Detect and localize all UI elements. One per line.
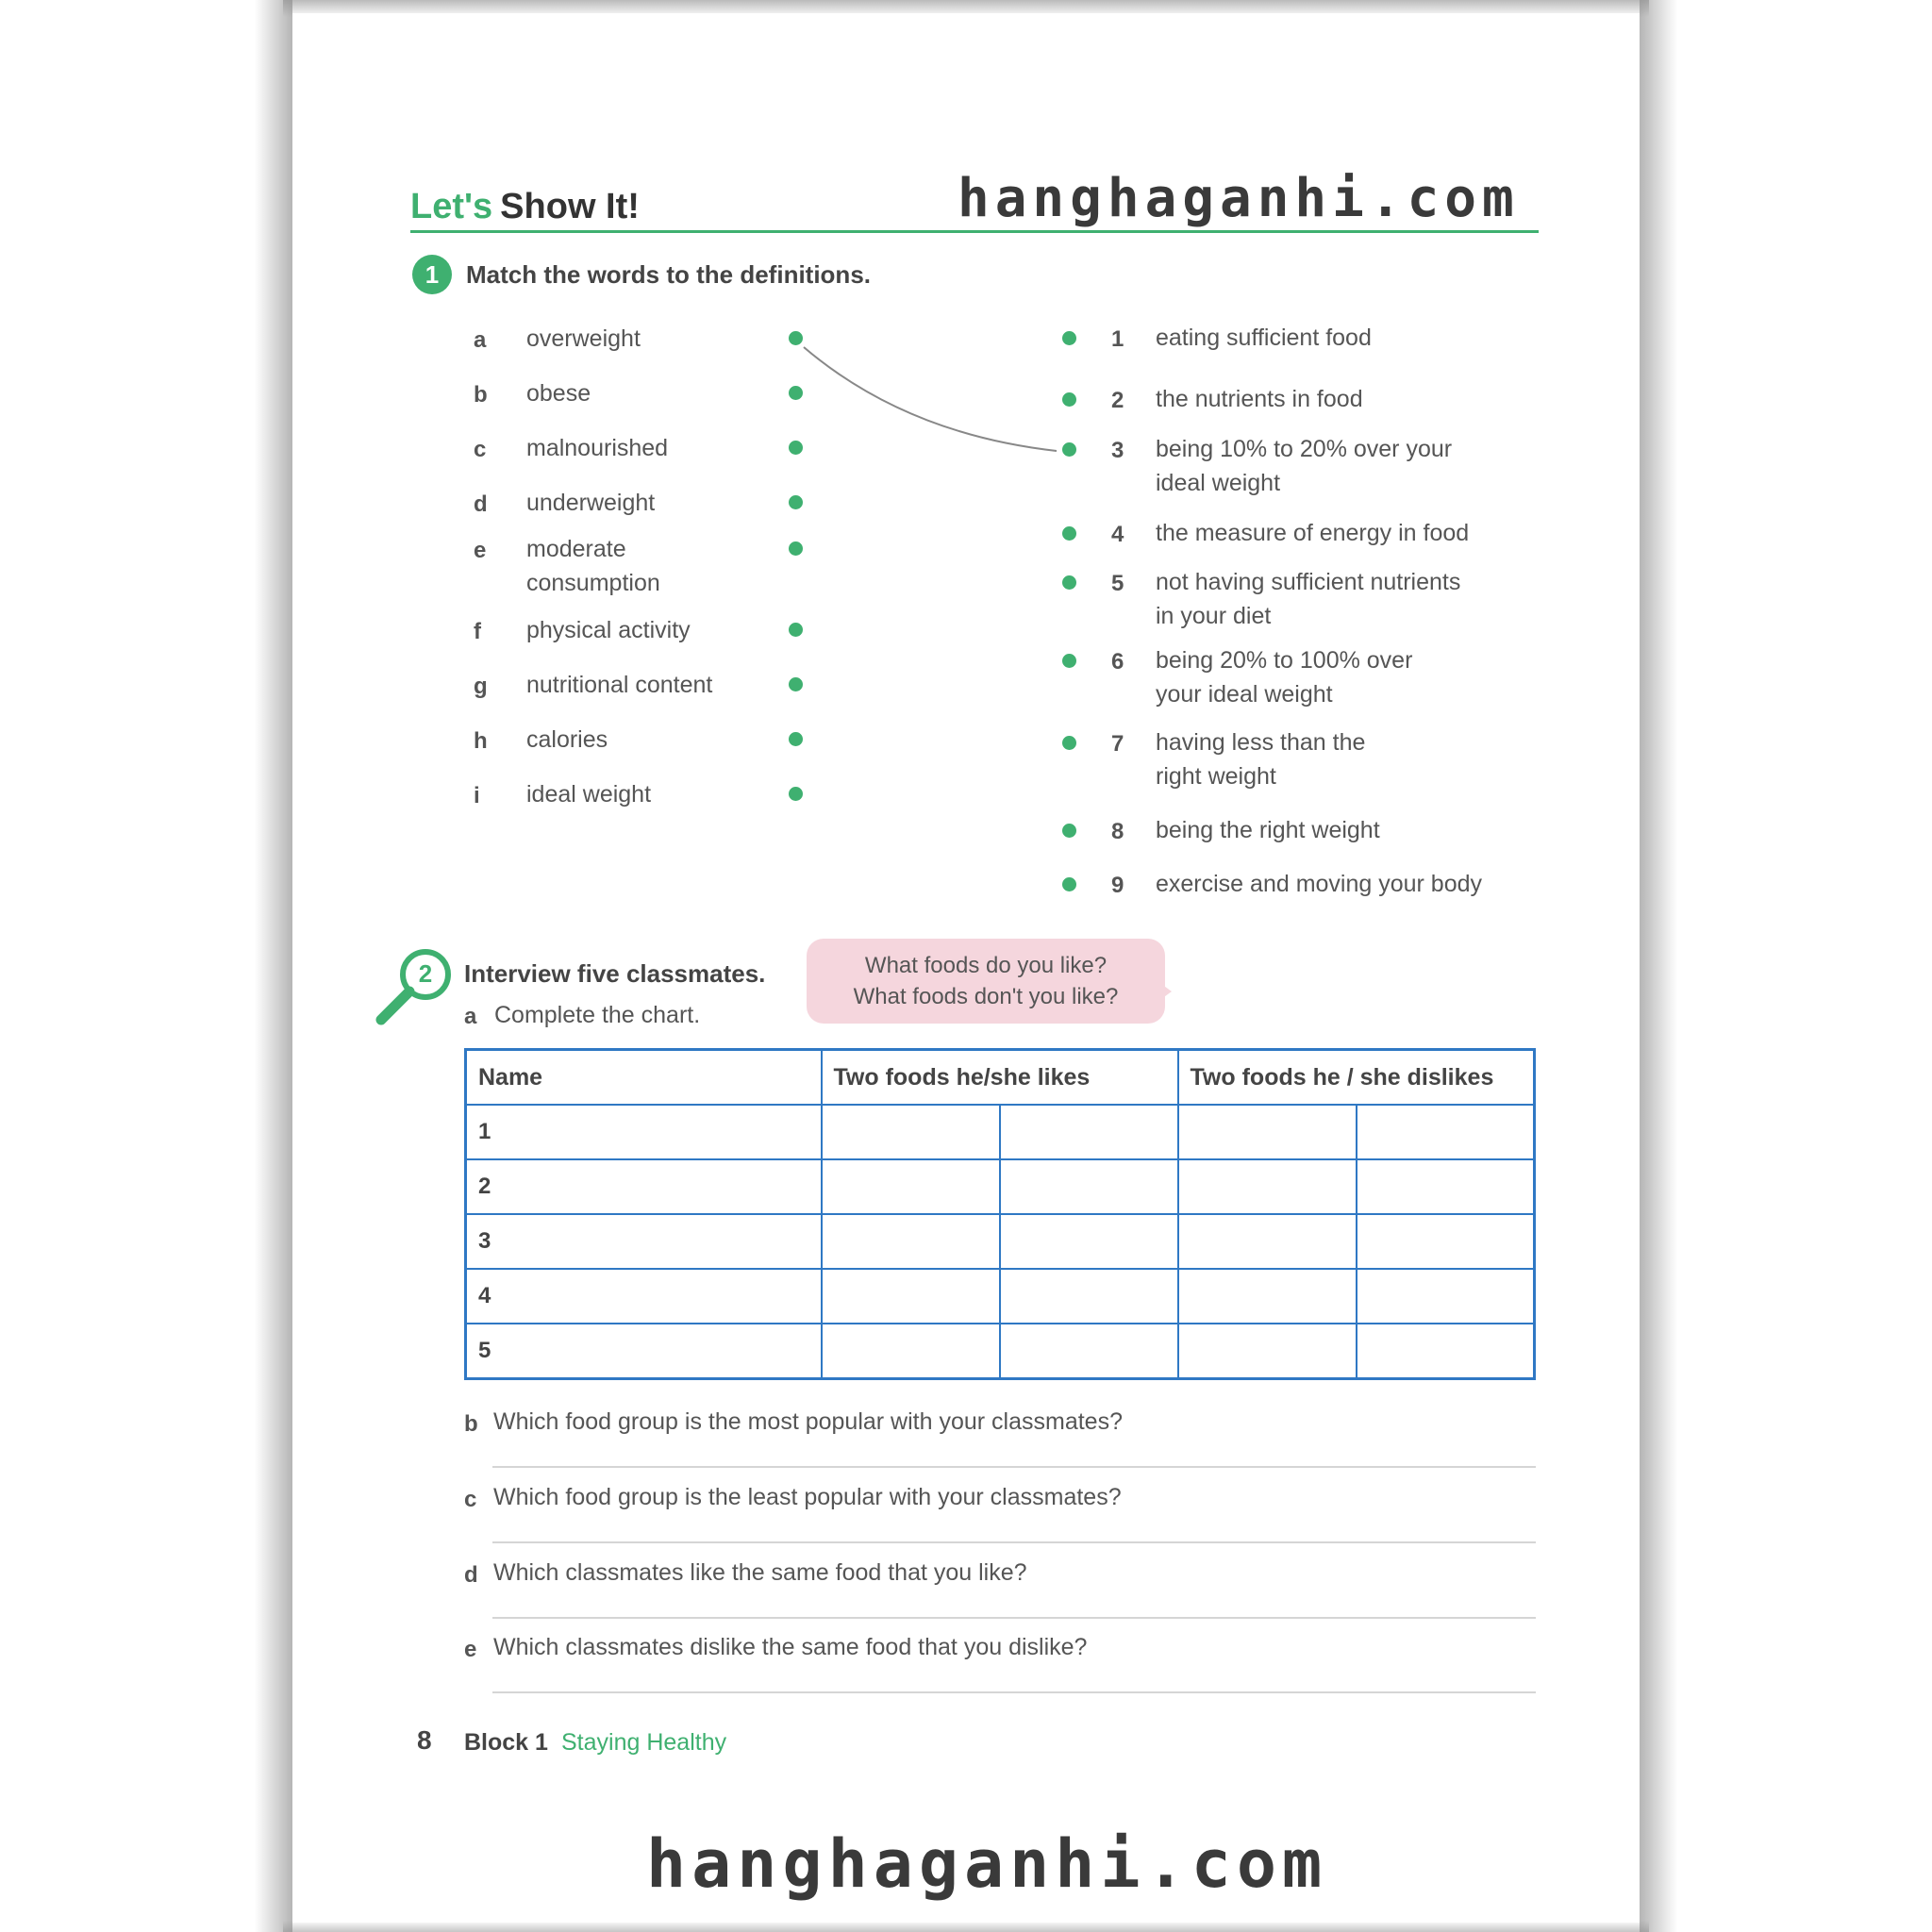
table-row — [466, 1269, 1535, 1324]
word-letter: i — [474, 783, 480, 808]
blank-cell[interactable] — [1178, 1324, 1357, 1379]
row-number: 5 — [466, 1324, 822, 1379]
exercise-1-instruction: Match the words to the definitions. — [466, 260, 871, 289]
question-text: Which food group is the least popular with your classmates? — [493, 1484, 1122, 1510]
exercise-2-number: 2 — [418, 959, 433, 988]
speech-bubble — [807, 939, 1165, 1024]
table-row — [466, 1105, 1535, 1159]
footer-topic: Staying Healthy — [561, 1729, 727, 1756]
word-line-1: nutritional content — [526, 672, 713, 698]
section-title-colored: Let's — [410, 187, 493, 226]
chart-header-row — [466, 1050, 1535, 1106]
word-letter: c — [474, 437, 487, 462]
page-number: 8 — [417, 1725, 432, 1755]
blank-cell[interactable] — [1357, 1159, 1535, 1214]
definition-number: 6 — [1111, 649, 1124, 675]
word-line-1: underweight — [526, 490, 656, 516]
blank-cell[interactable] — [1178, 1105, 1357, 1159]
definition-line-1: the measure of energy in food — [1156, 520, 1470, 546]
answer-line[interactable] — [492, 1691, 1536, 1693]
table-row — [466, 1159, 1535, 1214]
word-line-1: ideal weight — [526, 781, 652, 808]
row-number: 4 — [466, 1269, 822, 1324]
word-line-1: overweight — [526, 325, 641, 352]
watermark-bottom: hanghaganhi.com — [646, 1825, 1328, 1903]
example-match-line — [804, 347, 1057, 451]
blank-cell[interactable] — [1357, 1105, 1535, 1159]
definition-line-1: exercise and moving your body — [1156, 871, 1483, 897]
word-letter: g — [474, 674, 488, 699]
definition-number: 3 — [1111, 438, 1124, 463]
table-row — [466, 1324, 1535, 1379]
blank-cell[interactable] — [1000, 1324, 1178, 1379]
blank-cell[interactable] — [1000, 1159, 1178, 1214]
question-text: Which classmates like the same food that you like? — [493, 1559, 1027, 1586]
word-line-1: physical activity — [526, 617, 691, 643]
chart-header-dislikes: Two foods he / she dislikes — [1178, 1050, 1535, 1106]
blank-cell[interactable] — [822, 1105, 1000, 1159]
question-letter: d — [464, 1562, 478, 1588]
word-letter: e — [474, 538, 487, 563]
section-title-dark: Show It! — [500, 187, 640, 226]
row-number: 3 — [466, 1214, 822, 1269]
definition-line-1: being 20% to 100% over — [1156, 647, 1413, 674]
word-line-1: moderate — [526, 536, 626, 562]
word-letter: b — [474, 382, 488, 408]
word-line-1: obese — [526, 380, 591, 407]
part-a-text: Complete the chart. — [494, 1002, 701, 1028]
speech-bubble-line-1: What foods do you like? — [864, 953, 1108, 978]
word-letter: f — [474, 619, 481, 644]
definition-number: 9 — [1111, 873, 1124, 898]
blank-cell[interactable] — [1357, 1214, 1535, 1269]
definition-line-2: your ideal weight — [1156, 681, 1333, 708]
word-letter: d — [474, 491, 488, 517]
word-letter: a — [474, 327, 487, 353]
question-text: Which classmates dislike the same food that you dislike? — [493, 1634, 1088, 1660]
definition-number: 7 — [1111, 731, 1124, 757]
exercise-1-badge: 1 — [412, 255, 452, 294]
blank-cell[interactable] — [1178, 1159, 1357, 1214]
definition-number: 2 — [1111, 388, 1124, 413]
speech-bubble-tail — [1151, 976, 1172, 1007]
definition-line-1: having less than the — [1156, 729, 1366, 756]
interview-chart — [464, 1048, 1536, 1380]
row-number: 2 — [466, 1159, 822, 1214]
definition-number: 4 — [1111, 522, 1124, 547]
row-number: 1 — [466, 1105, 822, 1159]
definition-line-1: the nutrients in food — [1156, 386, 1363, 412]
definition-number: 1 — [1111, 326, 1124, 352]
definition-line-1: being 10% to 20% over your — [1156, 436, 1453, 462]
blank-cell[interactable] — [822, 1324, 1000, 1379]
word-line-2: consumption — [526, 570, 660, 596]
chart-header-name: Name — [466, 1050, 822, 1106]
definition-line-2: right weight — [1156, 763, 1276, 790]
question-letter: c — [464, 1487, 477, 1512]
question-letter: e — [464, 1637, 477, 1662]
part-a-letter: a — [464, 1004, 477, 1029]
blank-cell[interactable] — [1000, 1269, 1178, 1324]
table-row — [466, 1214, 1535, 1269]
blank-cell[interactable] — [1357, 1269, 1535, 1324]
answer-line[interactable] — [492, 1617, 1536, 1619]
definition-number: 5 — [1111, 571, 1124, 596]
answer-line[interactable] — [492, 1466, 1536, 1468]
definition-number: 8 — [1111, 819, 1124, 844]
blank-cell[interactable] — [822, 1269, 1000, 1324]
word-letter: h — [474, 728, 488, 754]
question-text: Which food group is the most popular with your classmates? — [493, 1408, 1123, 1435]
blank-cell[interactable] — [1178, 1214, 1357, 1269]
blank-cell[interactable] — [1357, 1324, 1535, 1379]
question-letter: b — [464, 1411, 478, 1437]
blank-cell[interactable] — [1000, 1214, 1178, 1269]
definition-line-1: eating sufficient food — [1156, 325, 1372, 351]
speech-bubble-line-2: What foods don't you like? — [853, 984, 1119, 1009]
chart-header-likes: Two foods he/she likes — [822, 1050, 1178, 1106]
word-line-1: calories — [526, 726, 608, 753]
definition-line-2: in your diet — [1156, 603, 1272, 629]
word-line-1: malnourished — [526, 435, 669, 461]
watermark-top: hanghaganhi.com — [958, 168, 1520, 229]
blank-cell[interactable] — [822, 1159, 1000, 1214]
definition-line-1: not having sufficient nutrients — [1156, 569, 1461, 595]
answer-line[interactable] — [492, 1541, 1536, 1543]
blank-cell[interactable] — [1000, 1105, 1178, 1159]
blank-cell[interactable] — [822, 1214, 1000, 1269]
exercise-2-instruction: Interview five classmates. — [464, 959, 766, 988]
footer-block: Block 1 — [464, 1729, 548, 1756]
definition-line-1: being the right weight — [1156, 817, 1380, 843]
definition-line-2: ideal weight — [1156, 470, 1281, 496]
blank-cell[interactable] — [1178, 1269, 1357, 1324]
